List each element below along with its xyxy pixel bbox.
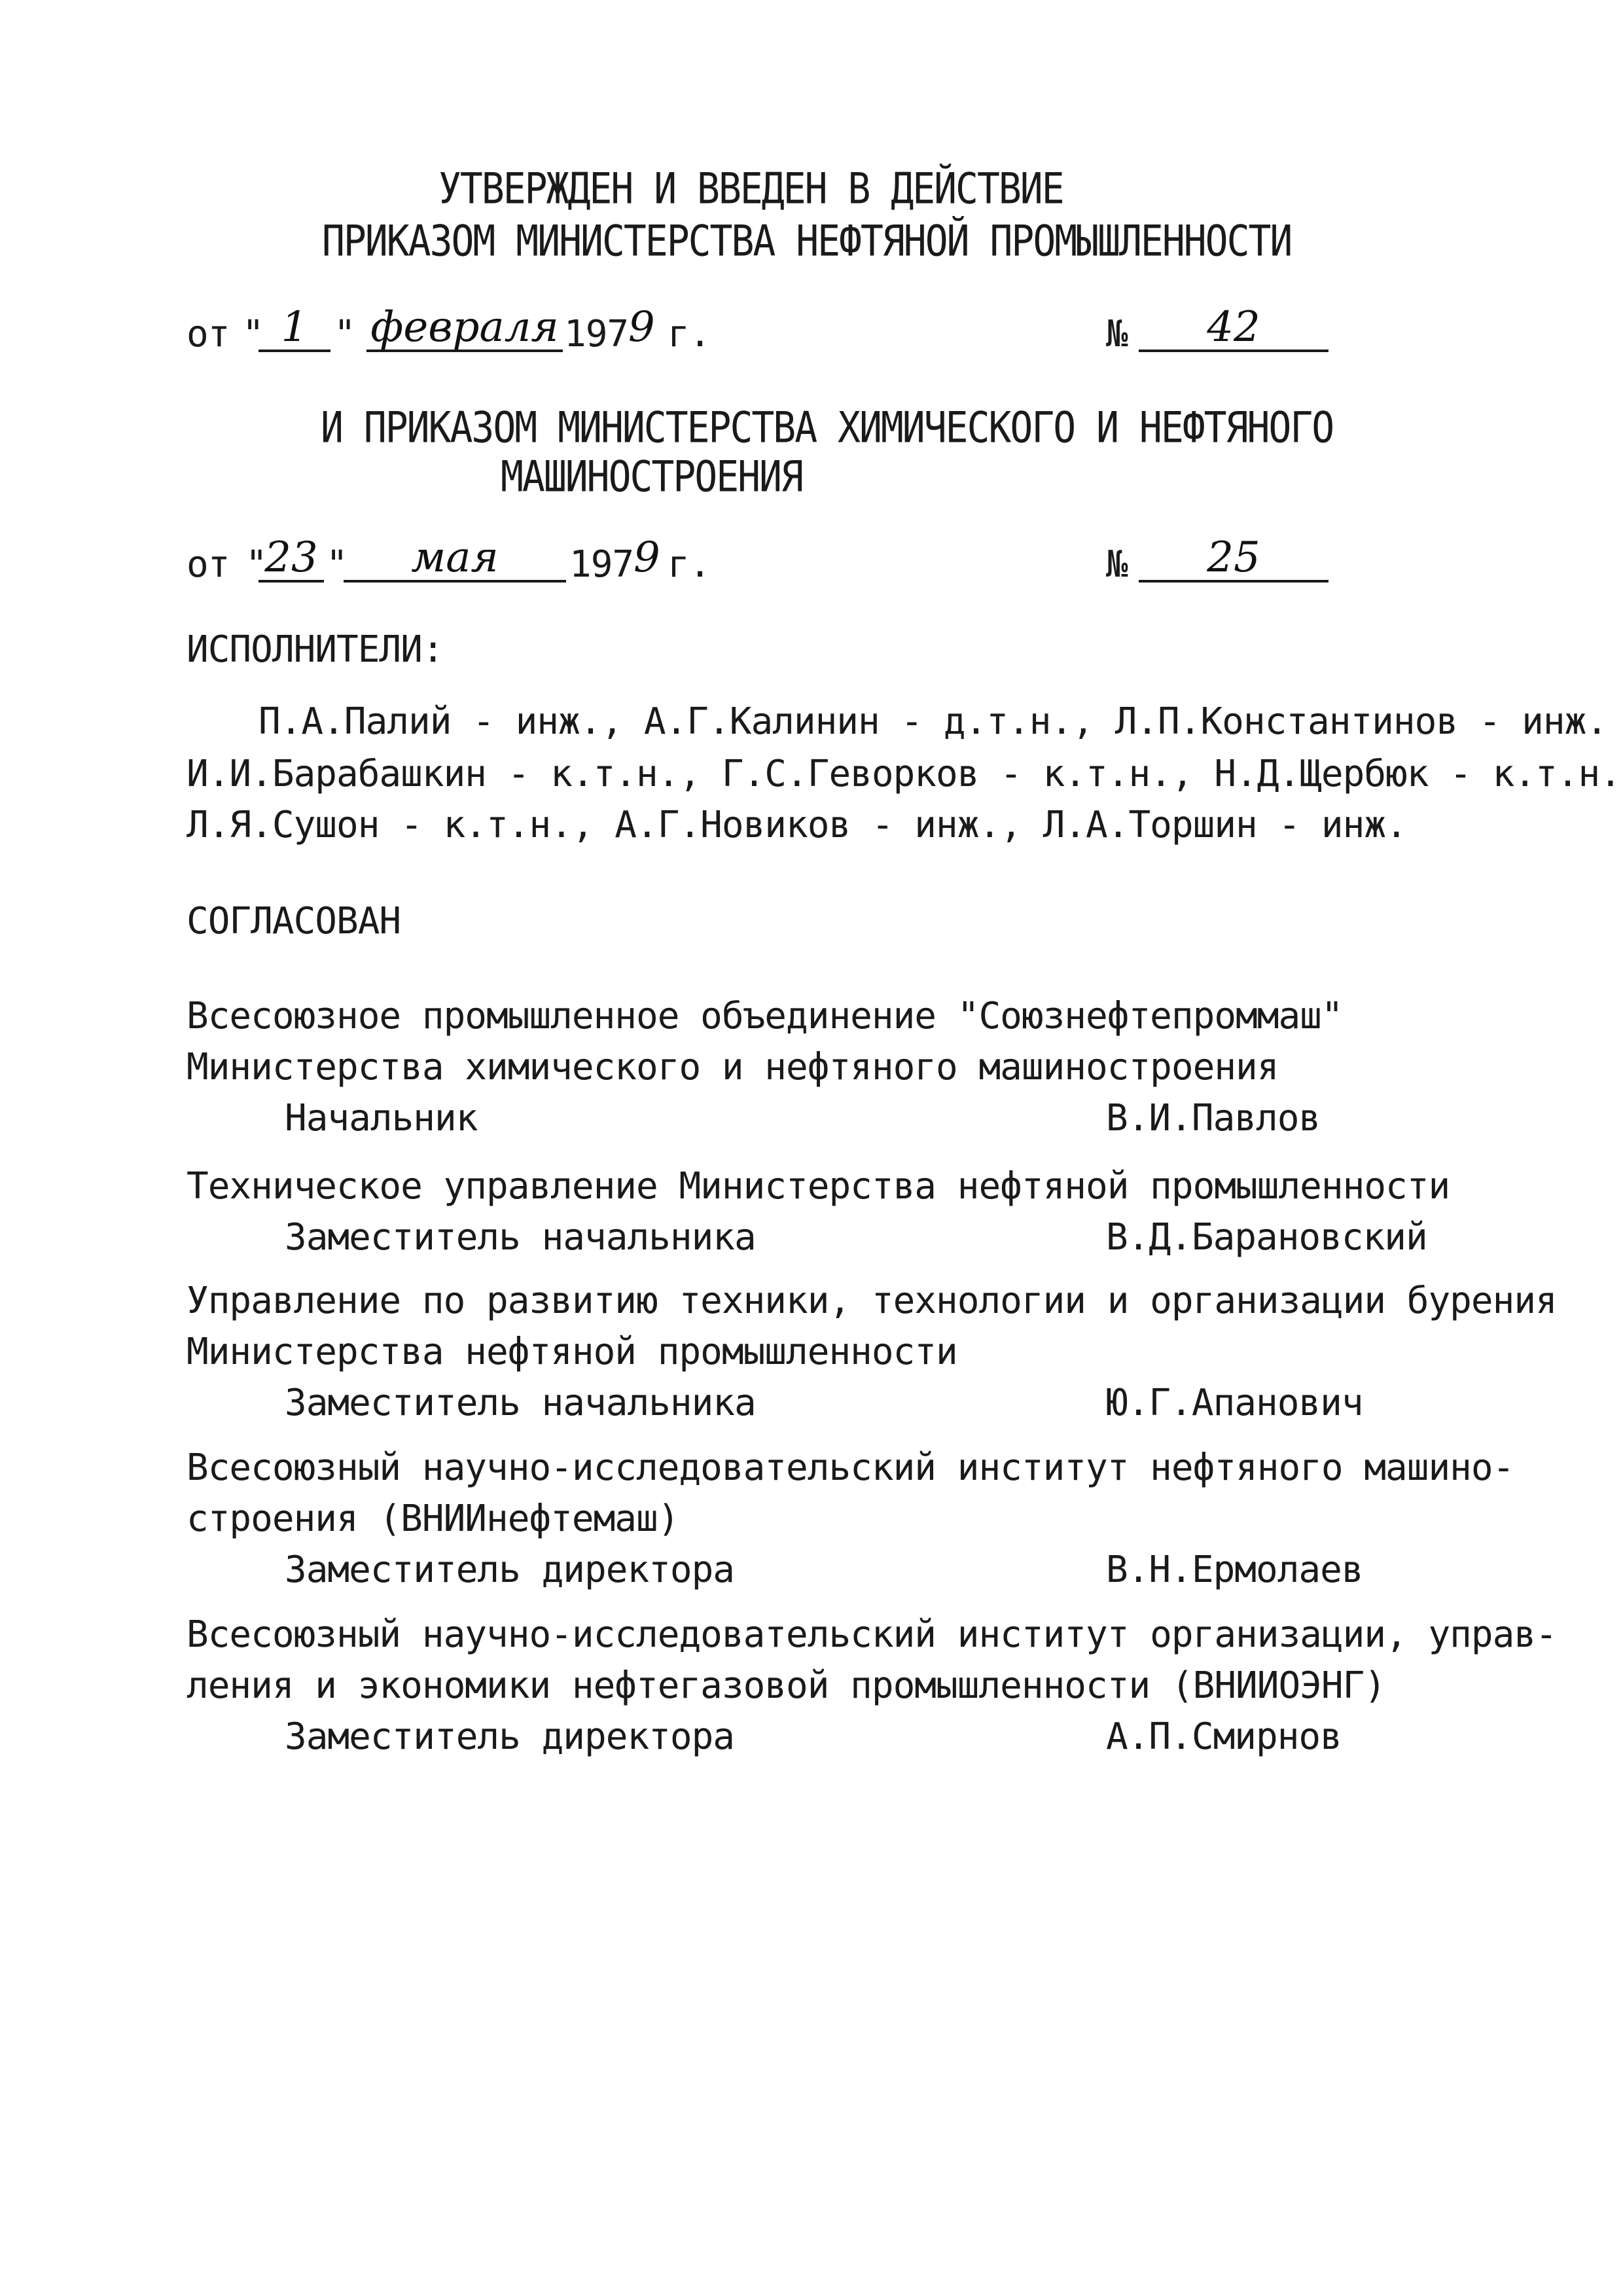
executors-heading: ИСПОЛНИТЕЛИ: — [187, 628, 444, 671]
order1-year-digit: 9 — [628, 303, 655, 351]
org-name-line: Техническое управление Министерства нефтяной промышленности — [187, 1165, 1450, 1208]
executors-line: И.И.Барабашкин - к.т.н., Г.С.Геворков - к.т.н., Н.Д.Щербюк - к.т.н. — [187, 753, 1621, 795]
org-person: А.П.Смирнов — [1106, 1715, 1342, 1758]
executors-line: Л.Я.Сушон - к.т.н., А.Г.Новиков - инж., Л.А.Торшин - инж. — [187, 804, 1407, 846]
org-position: Заместитель начальника — [285, 1216, 756, 1259]
agreed-heading: СОГЛАСОВАН — [187, 900, 401, 942]
order1-number-label: № — [1106, 313, 1128, 355]
org-position: Заместитель начальника — [285, 1382, 756, 1424]
order2-quote-close: " — [326, 543, 348, 586]
order2-year-digit: 9 — [633, 533, 660, 582]
order2-day: 23 — [259, 537, 324, 583]
order2-quote-open: " — [245, 543, 267, 586]
approval-title-line1: УТВЕРЖДЕН И ВВЕДЕН В ДЕЙСТВИЕ — [438, 164, 1063, 214]
org-name-line: Министерства нефтяной промышленности — [187, 1331, 957, 1373]
org-position: Начальник — [285, 1097, 478, 1139]
order1-month: февраля — [366, 306, 563, 352]
order1-year-suffix: г. — [668, 313, 711, 355]
org-position: Заместитель директора — [285, 1549, 735, 1591]
order1-number: 42 — [1139, 306, 1329, 352]
order1-quote-open: " — [242, 313, 264, 355]
org-name-line: Всесоюзный научно-исследовательский институт организации, управ- — [187, 1613, 1557, 1656]
org-person: В.И.Павлов — [1106, 1097, 1321, 1139]
order1-day: 1 — [259, 306, 330, 352]
order2-year-suffix: г. — [668, 543, 711, 586]
org-position: Заместитель директора — [285, 1715, 735, 1758]
second-order-title-line2: МАШИНОСТРОЕНИЯ — [501, 452, 802, 502]
order1-date-row — [0, 303, 1623, 359]
order1-year-prefix: 197 — [564, 313, 629, 355]
order2-year-prefix: 197 — [569, 543, 634, 586]
org-person: В.Д.Барановский — [1106, 1216, 1427, 1259]
order1-quote-close: " — [334, 313, 355, 355]
order2-number-label: № — [1106, 543, 1128, 586]
second-order-title-line1: И ПРИКАЗОМ МИНИСТЕРСТВА ХИМИЧЕСКОГО И НЕФТЯНОГО — [321, 403, 1334, 453]
org-person: Ю.Г.Апанович — [1106, 1382, 1363, 1424]
order2-month: мая — [344, 537, 566, 583]
org-person: В.Н.Ермолаев — [1106, 1549, 1363, 1591]
approval-title-line2: ПРИКАЗОМ МИНИСТЕРСТВА НЕФТЯНОЙ ПРОМЫШЛЕННОСТИ — [322, 216, 1292, 266]
executors-line: П.А.Палий - инж., А.Г.Калинин - д.т.н., Л.П.Константинов - инж. — [259, 700, 1608, 743]
order2-number: 25 — [1139, 537, 1329, 583]
org-name-line: Управление по развитию техники, технологии и организации бурения — [187, 1280, 1557, 1322]
org-name-line: строения (ВНИИнефтемаш) — [187, 1498, 679, 1540]
order2-from-label: от — [187, 543, 230, 586]
org-name-line: Министерства химического и нефтяного машиностроения — [187, 1046, 1279, 1088]
org-name-line: ления и экономики нефтегазовой промышленности (ВНИИОЭНГ) — [187, 1664, 1386, 1707]
org-name-line: Всесоюзный научно-исследовательский институт нефтяного машино- — [187, 1446, 1514, 1489]
org-name-line: Всесоюзное промышленное объединение "Союзнефтепроммаш" — [187, 995, 1343, 1037]
order2-date-row — [0, 533, 1623, 589]
order1-from-label: от — [187, 313, 230, 355]
